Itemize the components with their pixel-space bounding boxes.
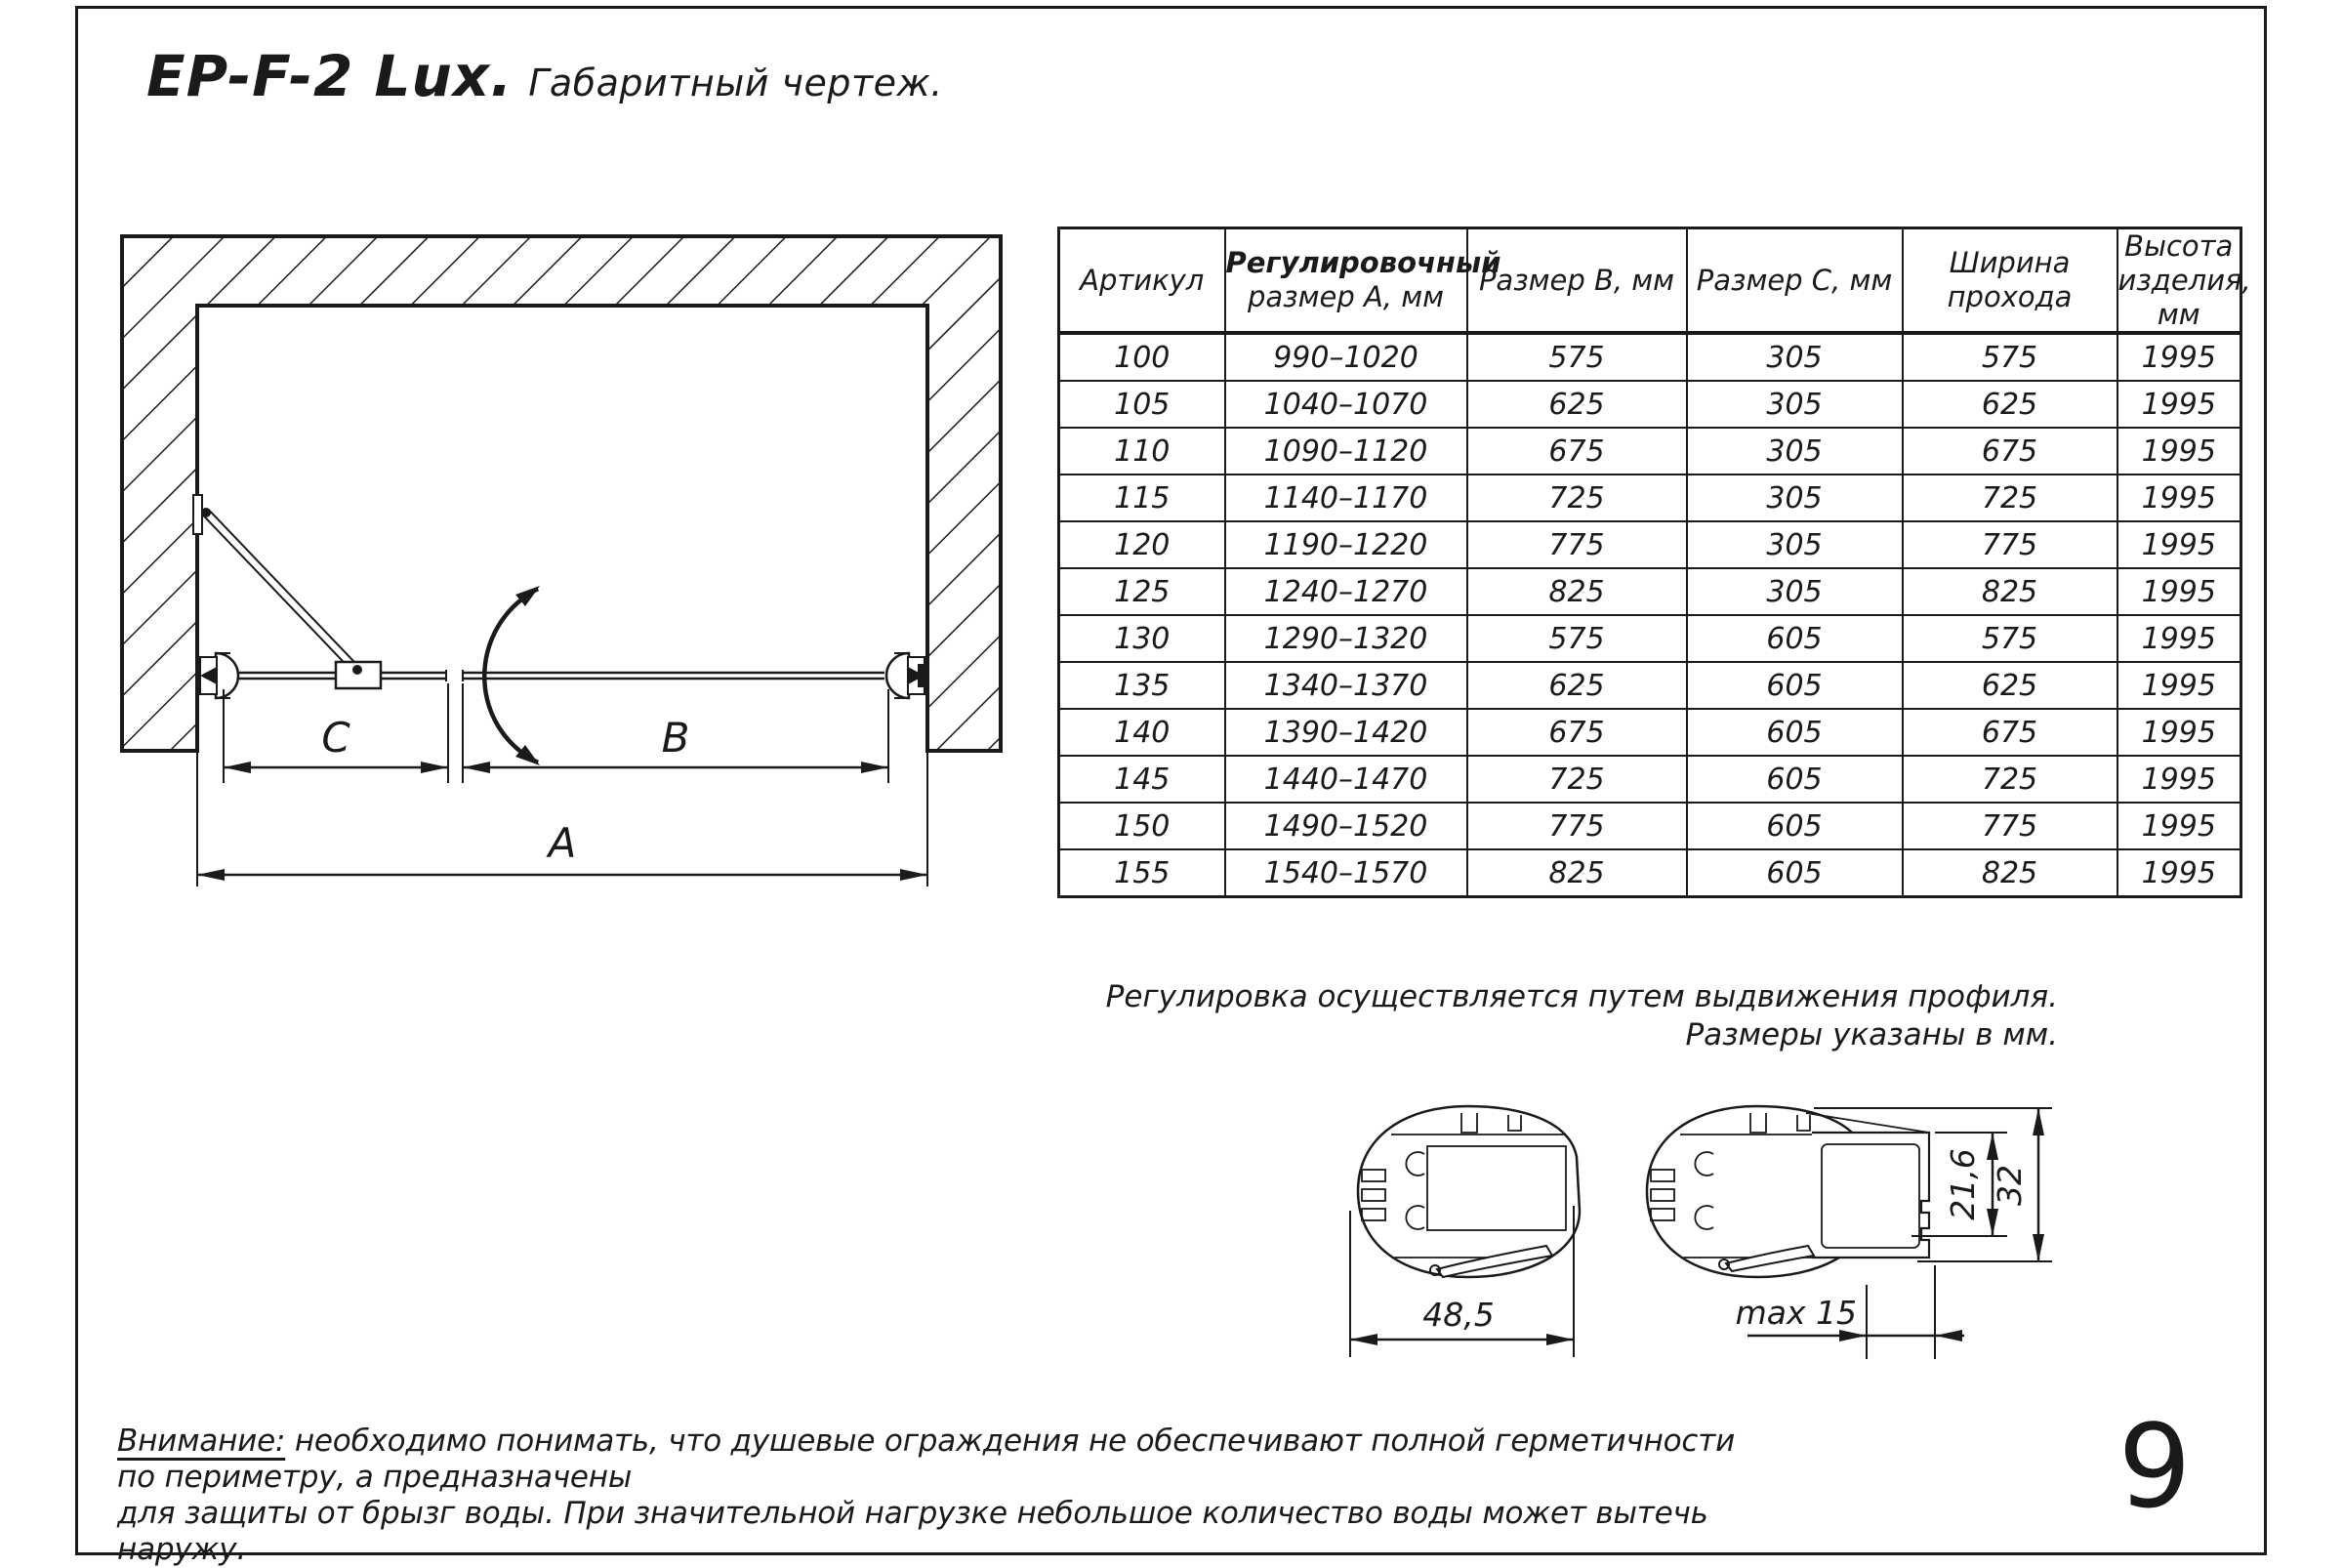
table-cell: 725: [1467, 756, 1687, 803]
table-row: [1059, 475, 2241, 521]
table-cell: 105: [1059, 381, 1225, 428]
product-model: EP-F-2 Lux.: [146, 43, 514, 109]
table-cell: 1390–1420: [1225, 709, 1467, 756]
table-cell: 1995: [2117, 475, 2241, 521]
table-cell: 625: [1903, 381, 2117, 428]
table-cell: 575: [1467, 615, 1687, 662]
table-cell: 1340–1370: [1225, 662, 1467, 709]
table-cell: 135: [1059, 662, 1225, 709]
table-cell: 1140–1170: [1225, 475, 1467, 521]
note-line-2: Размеры указаны в мм.: [1685, 1017, 2058, 1052]
table-row: [1059, 568, 2241, 615]
table-cell: 1995: [2117, 615, 2241, 662]
table-cell: 305: [1687, 521, 1903, 568]
profile-outer-height-label: 32: [1991, 1165, 2029, 1206]
bar-connector-block: [336, 662, 381, 688]
warning-text: [117, 1424, 1777, 1568]
warning-emphasis: Внимание:: [117, 1424, 286, 1459]
note-line-1: Регулировка осуществляется путем выдвижения профиля.: [1105, 979, 2058, 1014]
table-row: [1059, 333, 2241, 381]
table-cell: 1995: [2117, 849, 2241, 897]
table-cell: 825: [1467, 568, 1687, 615]
table-cell: 775: [1467, 521, 1687, 568]
table-cell: 150: [1059, 803, 1225, 849]
table-cell: 605: [1687, 849, 1903, 897]
wall-profile-right: [886, 653, 927, 698]
table-cell: 1040–1070: [1225, 381, 1467, 428]
col-header-passage-width: Ширина прохода: [1903, 228, 2117, 334]
col-header-article: Артикул: [1059, 228, 1225, 334]
table-cell: 305: [1687, 568, 1903, 615]
table-cell: 605: [1687, 803, 1903, 849]
table-cell: 605: [1687, 756, 1903, 803]
table-row: [1059, 803, 2241, 849]
table-row: [1059, 662, 2241, 709]
warning-line-1: Внимание: необходимо понимать, что душевые ограждения не обеспечивают полной герметичности по периметру, а предназначены: [117, 1424, 1736, 1495]
table-cell: 675: [1903, 709, 2117, 756]
dim-b-label: B: [661, 714, 690, 762]
table-cell: 1995: [2117, 803, 2241, 849]
table-cell: 140: [1059, 709, 1225, 756]
table-cell: 725: [1467, 475, 1687, 521]
table-cell: 575: [1467, 333, 1687, 381]
table-cell: 1995: [2117, 333, 2241, 381]
col-header-product-height: Высота изделия, мм: [2117, 228, 2241, 334]
dimension-extension-max: [1736, 1265, 1964, 1359]
table-cell: 1995: [2117, 521, 2241, 568]
table-cell: 725: [1903, 475, 2117, 521]
table-cell: 1540–1570: [1225, 849, 1467, 897]
table-cell: 305: [1687, 475, 1903, 521]
table-row: [1059, 849, 2241, 897]
warning-line-2: для защиты от брызг воды. При значительной нагрузке небольшое количество воды может вытечь наружу.: [117, 1496, 1708, 1567]
table-cell: 675: [1467, 709, 1687, 756]
profile-section-closed: [1358, 1106, 1580, 1277]
table-cell: 110: [1059, 428, 1225, 475]
table-cell: 1090–1120: [1225, 428, 1467, 475]
profile-width-label: 48,5: [1422, 1296, 1495, 1334]
page-number: 9: [2117, 1399, 2192, 1534]
table-cell: 1290–1320: [1225, 615, 1467, 662]
table-cell: 625: [1467, 381, 1687, 428]
dimension-b: [463, 683, 888, 783]
table-row: [1059, 521, 2241, 568]
table-cell: 625: [1467, 662, 1687, 709]
table-cell: 115: [1059, 475, 1225, 521]
wall-profile-left: [200, 653, 238, 698]
table-row: [1059, 428, 2241, 475]
table-cell: 305: [1687, 333, 1903, 381]
table-cell: 100: [1059, 333, 1225, 381]
table-cell: 1995: [2117, 756, 2241, 803]
table-cell: 825: [1903, 568, 2117, 615]
drawing-type-label: Габаритный чертеж.: [528, 62, 943, 104]
support-bar: [193, 495, 357, 671]
dimension-a: [197, 819, 927, 881]
dimension-c: [224, 683, 448, 783]
table-cell: 155: [1059, 849, 1225, 897]
table-cell: 725: [1903, 756, 2117, 803]
table-cell: 130: [1059, 615, 1225, 662]
table-row: [1059, 615, 2241, 662]
table-cell: 1995: [2117, 428, 2241, 475]
table-cell: 1995: [2117, 662, 2241, 709]
table-cell: 605: [1687, 662, 1903, 709]
table-cell: 775: [1467, 803, 1687, 849]
sizes-table: [1057, 227, 2251, 898]
table-cell: 305: [1687, 381, 1903, 428]
col-header-size-a: Регулировочный размер А, мм: [1225, 228, 1467, 334]
table-cell: 605: [1687, 709, 1903, 756]
table-cell: 1440–1470: [1225, 756, 1467, 803]
door-swing-arc: [484, 586, 540, 765]
table-cell: 575: [1903, 615, 2117, 662]
table-cell: 825: [1903, 849, 2117, 897]
profile-inner-height-label: 21,6: [1944, 1148, 1982, 1220]
table-header-row: [1059, 228, 2241, 334]
profile-max-label: max 15: [1735, 1294, 1857, 1332]
table-cell: 675: [1903, 428, 2117, 475]
table-cell: 825: [1467, 849, 1687, 897]
col-header-size-c: Размер С, мм: [1687, 228, 1903, 334]
col-header-size-b: Размер В, мм: [1467, 228, 1687, 334]
table-row: [1059, 381, 2241, 428]
table-cell: 1995: [2117, 709, 2241, 756]
table-cell: 305: [1687, 428, 1903, 475]
table-cell: 1490–1520: [1225, 803, 1467, 849]
table-cell: 575: [1903, 333, 2117, 381]
table-cell: 625: [1903, 662, 2117, 709]
table-cell: 1240–1270: [1225, 568, 1467, 615]
table-row: [1059, 756, 2241, 803]
table-cell: 145: [1059, 756, 1225, 803]
table-cell: 990–1020: [1225, 333, 1467, 381]
table-cell: 775: [1903, 803, 2117, 849]
table-cell: 675: [1467, 428, 1687, 475]
dim-a-label: A: [548, 819, 577, 867]
table-cell: 1190–1220: [1225, 521, 1467, 568]
adjustment-notes: [1106, 978, 2058, 1054]
table-cell: 1995: [2117, 568, 2241, 615]
table-cell: 125: [1059, 568, 1225, 615]
table-row: [1059, 709, 2241, 756]
dim-c-label: C: [321, 714, 350, 762]
table-cell: 120: [1059, 521, 1225, 568]
glass-panel-door: [463, 670, 884, 681]
table-cell: 1995: [2117, 381, 2241, 428]
table-cell: 775: [1903, 521, 2117, 568]
table-cell: 605: [1687, 615, 1903, 662]
profile-section-extended: [1647, 1106, 1929, 1277]
